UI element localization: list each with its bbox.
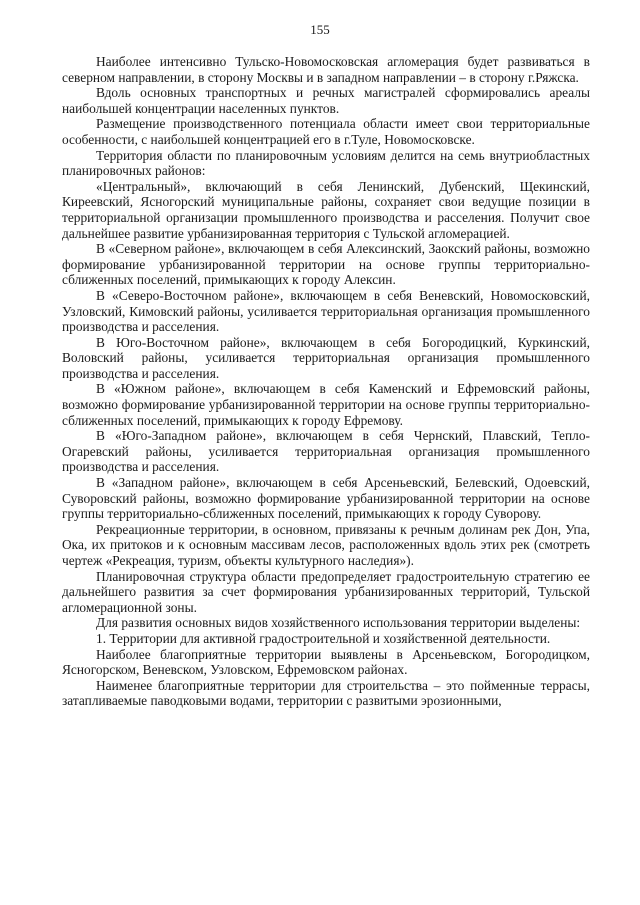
paragraph-production-potential: Размещение производственного потенциала области имеет свои территориальные особенности, с наибольшей концентрацией его в г.Туле, Новомосковске.	[62, 116, 590, 147]
paragraph-transport-corridors: Вдоль основных транспортных и речных магистралей сформировались ареалы наибольшей концентрации населенных пунктов.	[62, 85, 590, 116]
paragraph-favorable-territories: Наиболее благоприятные территории выявлены в Арсеньевском, Богородицком, Ясногорском, Веневском, Узловском, Ефремовском районах.	[62, 646, 590, 678]
list-item-active-development: 1. Территории для активной градостроительной и хозяйственной деятельности.	[96, 630, 551, 646]
paragraph-northern-district: В «Северном районе», включающем в себя Алексинский, Заокский районы, возможно формирование урбанизированной территории на основе группы территориально-сближенных поселений, примыкающих к городу Алексин.	[62, 241, 590, 288]
paragraph-western-district: В «Западном районе», включающем в себя Арсеньевский, Белевский, Одоевский, Суворовский районы, возможно формирование урбанизированной территории на основе группы территориально-сближенных поселений, примыкающих к городу Суворову.	[62, 475, 590, 522]
paragraph-north-eastern-district: В «Северо-Восточном районе», включающем в себя Веневский, Новомосковский, Узловский, Кимовский районы, усиливается территориальная организация промышленного производства и расселения.	[62, 287, 590, 335]
body-text	[62, 54, 590, 709]
paragraph-south-western-district: В «Юго-Западном районе», включающем в себя Чернский, Плавский, Тепло-Огаревский районы, усиливается территориальная организация промышленного производства и расселения.	[62, 428, 590, 475]
paragraph-planning-districts-intro: Территория области по планировочным условиям делится на семь внутриобластных планировочных районов:	[62, 147, 590, 179]
paragraph-south-eastern-district: В Юго-Восточном районе», включающем в себя Богородицкий, Куркинский, Воловский районы, усиливается территориальная организация промышленного производства и расселения.	[62, 334, 590, 381]
paragraph-land-use-intro: Для развития основных видов хозяйственного использования территории выделены:	[96, 615, 581, 631]
paragraph-agglomeration-direction: Наиболее интенсивно Тульско-Новомосковская агломерация будет развиваться в северном направлении, в сторону Москвы и в западном направлении – в сторону г.Ряжска.	[62, 54, 590, 85]
paragraph-least-favorable-territories: Наименее благоприятные территории для строительства – это пойменные террасы, затапливаемые паводковыми водами, территории с развитыми эрозионными,	[62, 677, 590, 709]
paragraph-recreational-areas: Рекреационные территории, в основном, привязаны к речным долинам рек Дон, Упа, Ока, их притоков и к основным массивам лесов, расположенных вдоль этих рек (смотреть чертеж «Рекреация, туризм, объекты культурного наследия»).	[62, 521, 590, 568]
page-number: 155	[310, 22, 330, 37]
paragraph-planning-structure: Планировочная структура области предопределяет градостроительную стратегию ее дальнейшего развития за счет формирования урбанизированных территорий, Тульской агломерационной зоны.	[62, 568, 590, 615]
paragraph-southern-district: В «Южном районе», включающем в себя Каменский и Ефремовский районы, возможно формирование урбанизированной территории на основе группы территориально-сближенных поселений, примыкающих к городу Ефремову.	[62, 381, 590, 428]
paragraph-central-district: «Центральный», включающий в себя Ленинский, Дубенский, Щекинский, Киреевский, Ясногорский муниципальные районы, сохраняет свои ведущие позиции в территориальной организации промышленного производства и расселения. Получит свое дальнейшее развитие урбанизированная территория с Тульской агломерацией.	[62, 178, 590, 241]
